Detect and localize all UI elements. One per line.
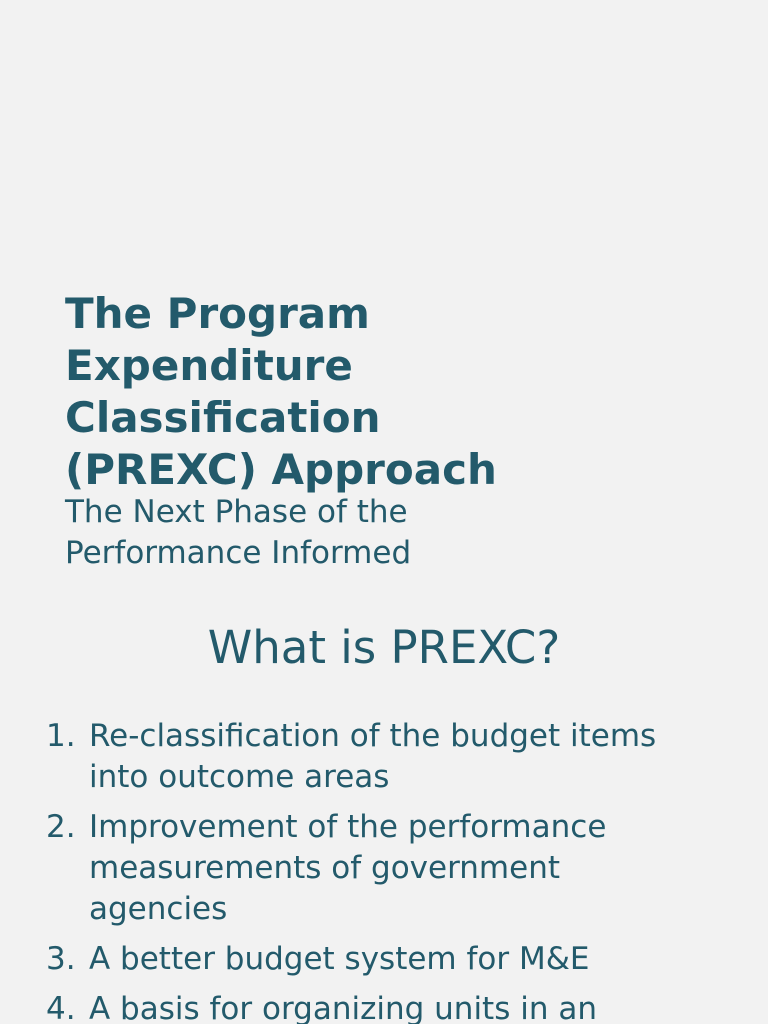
slide-title-line: (PREXC) Approach [65, 445, 497, 494]
slide-title-line: Expenditure [65, 341, 353, 390]
list-item-text: A better budget system for M&E [89, 941, 590, 977]
slide-subtitle-line: The Next Phase of the [65, 494, 408, 530]
slide-title-line: Classification [65, 393, 381, 442]
list-item-number: 2. [46, 809, 76, 845]
list-item [0, 989, 768, 1024]
slide-title [65, 288, 497, 496]
list-item [0, 716, 768, 798]
point-list [0, 716, 768, 1024]
list-item-text: measurements of government [89, 850, 560, 886]
list-item-number: 3. [46, 941, 76, 977]
section-heading: What is PREXC? [207, 621, 561, 674]
list-item-text: into outcome areas [89, 759, 390, 795]
list-item-text: agencies [89, 891, 228, 927]
slide-subtitle [65, 492, 411, 574]
list-item [0, 807, 768, 930]
list-item-text: Re-classification of the budget items [89, 718, 657, 754]
list-item-text: Improvement of the performance [89, 809, 607, 845]
list-item-number: 1. [46, 718, 76, 754]
list-item-number: 4. [46, 991, 76, 1024]
list-item [0, 939, 768, 980]
list-item-text: A basis for organizing units in an [89, 991, 597, 1024]
slide-title-line: The Program [65, 289, 370, 338]
slide-subtitle-line: Performance Informed [65, 535, 412, 571]
